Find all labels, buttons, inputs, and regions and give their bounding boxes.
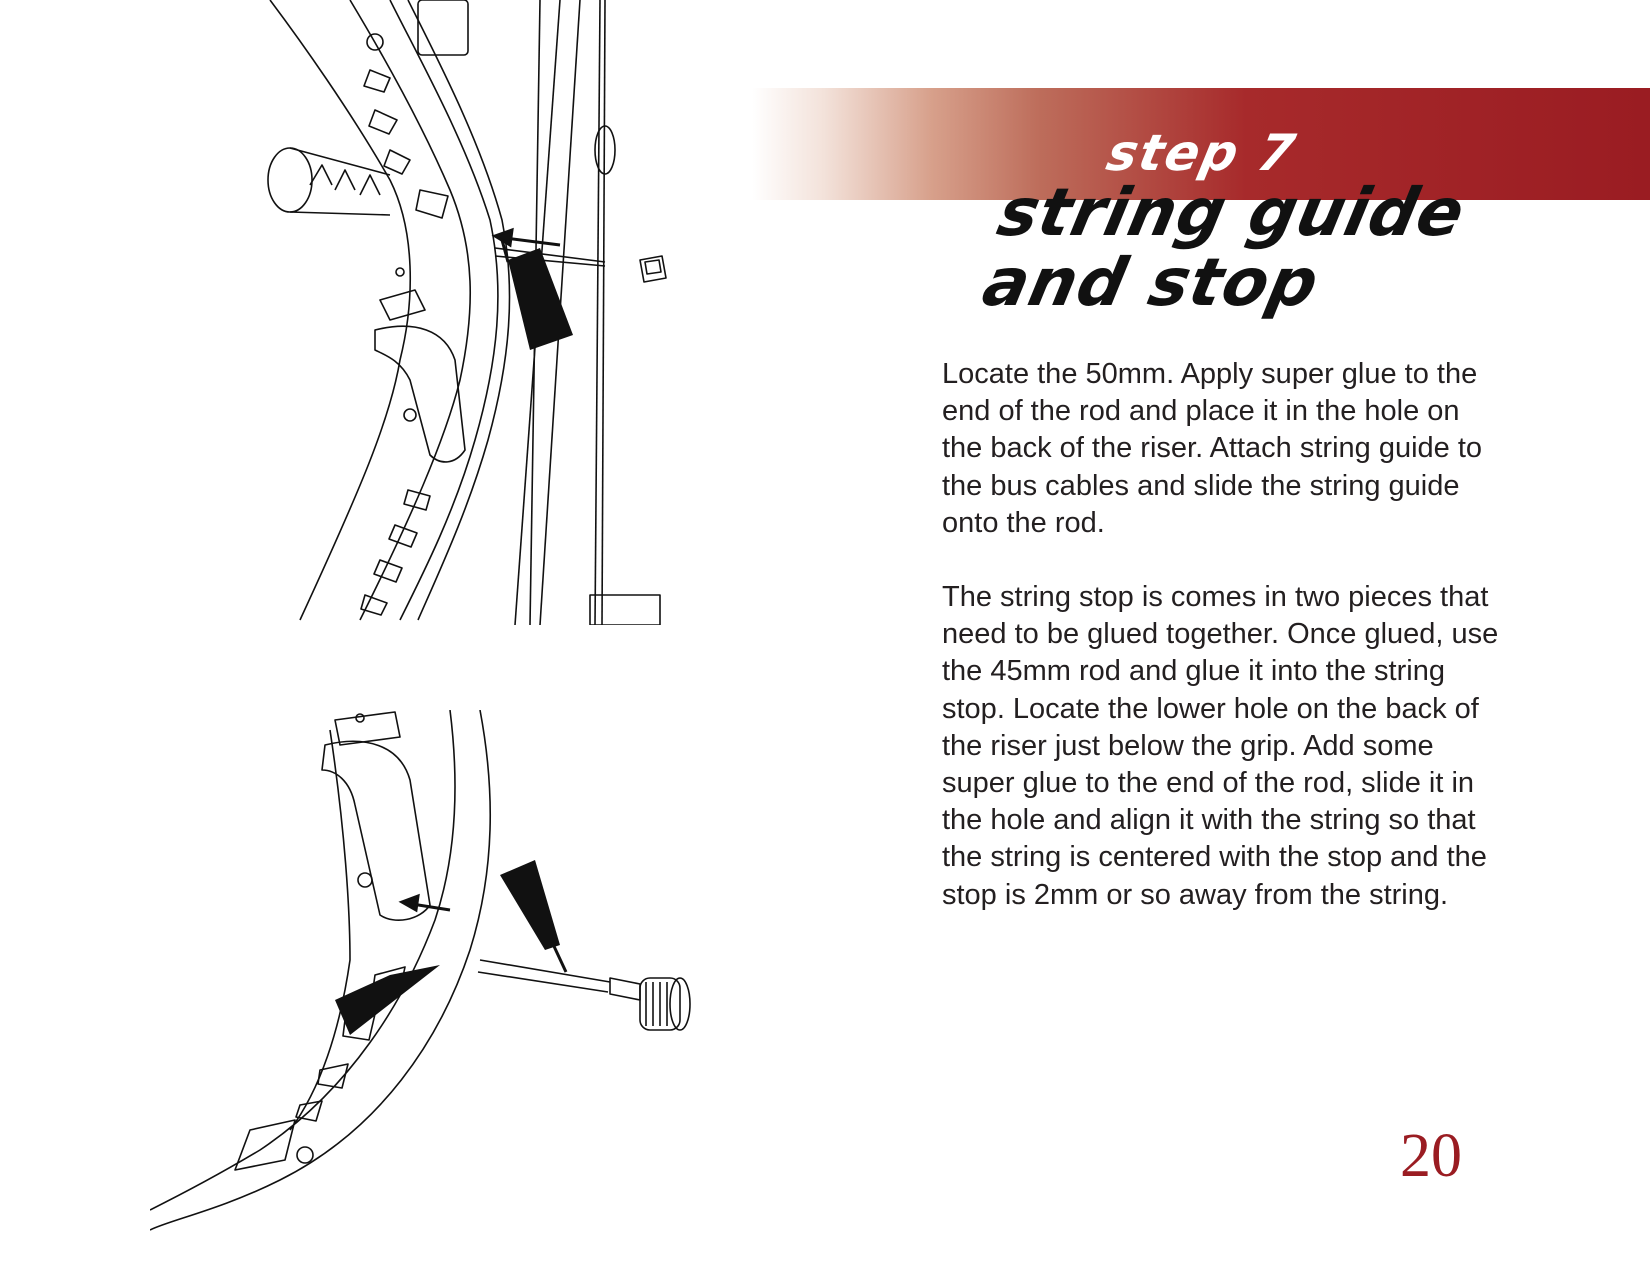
instruction-paragraph-1: Locate the 50mm. Apply super glue to the end of the rod and place it in the hole on the back of the riser. Attach string guide to the bus cables and slide the string guide onto the rod.: [942, 358, 1483, 539]
page-title-line-2: and stop: [976, 244, 1327, 321]
page-number: 20: [1400, 1122, 1462, 1190]
step-label: step 7: [1101, 124, 1302, 182]
page-title: [976, 174, 1527, 321]
page-title-line-1: string guide: [991, 174, 1472, 251]
string-stop-illustration: [150, 710, 710, 1240]
string-guide-illustration: [240, 0, 700, 625]
instructions-text: [942, 356, 1502, 914]
instruction-paragraph-2: The string stop is comes in two pieces that need to be glued together. Once glued, use the 45mm rod and glue it into the string stop. Locate the lower hole on the back of the riser just below the grip. Add some super glue to the end of the rod, slide it in the hole and align it with the string so that the string is centered with the stop and the stop is 2mm or so away from the string.: [942, 581, 1499, 911]
